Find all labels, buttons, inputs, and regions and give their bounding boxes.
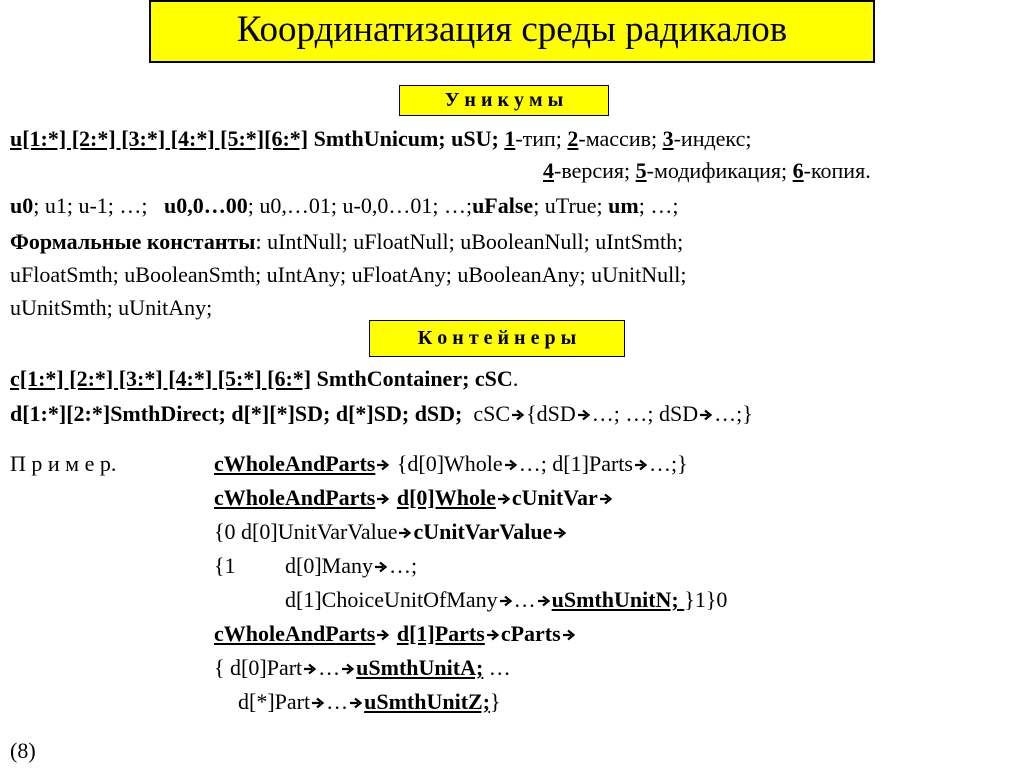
cwholeandparts-text: cWholeAndParts: [214, 485, 376, 510]
modification-text: -модификация;: [646, 158, 793, 183]
example-line-3: [214, 518, 568, 546]
dsd-close-text: …;}: [714, 401, 753, 426]
line-d-definition: [10, 400, 753, 428]
ellipsis-text: ; …;: [638, 193, 679, 218]
index-4: 4: [543, 158, 554, 183]
arrow-icon: [599, 492, 613, 506]
ellipsis-text: …: [513, 587, 536, 612]
choiceunitofmany-text: d[1]ChoiceUnitOfMany: [285, 587, 498, 612]
dsd-middle-text: …; …; dSD: [591, 401, 699, 426]
smth-container-text: SmthContainer; cSC: [311, 366, 513, 391]
d-spec-text: d[1:*][2:*]SmthDirect; d[*][*]SD; d[*]SD; dSD;: [10, 401, 463, 426]
ellipsis-text: …: [318, 655, 341, 680]
line-constants-3: uUnitSmth; uUnitAny;: [10, 295, 213, 320]
index-text: -индекс;: [673, 126, 752, 151]
usmthunitz-text: uSmthUnitZ;: [364, 689, 491, 714]
copy-text: -копия.: [803, 158, 871, 183]
example-line-4: [214, 552, 236, 580]
example-line-6: [214, 620, 577, 648]
arrow-icon: [376, 458, 390, 472]
index-2: 2: [567, 126, 579, 151]
arrow-icon: [376, 492, 390, 506]
u-values-text: ; u1; u-1; …;: [33, 193, 165, 218]
d0-whole-text: d[0]Whole: [396, 485, 496, 510]
u-index-spec: u[1:*] [2:*] [3:*] [4:*] [5:*][6:*]: [10, 126, 309, 151]
arrow-icon: [497, 492, 511, 506]
close-brace-text: }: [490, 689, 501, 714]
slide-title: Координатизация среды радикалов: [149, 0, 875, 63]
cunitvarvalue-text: cUnitVarValue: [413, 519, 553, 544]
arrow-icon: [398, 526, 412, 540]
arrow-icon: [341, 662, 355, 676]
ellipsis-text: …: [326, 689, 349, 714]
page-number: (8): [10, 738, 36, 763]
u000-text: u0,0…00: [164, 193, 248, 218]
arrow-icon: [311, 696, 325, 710]
u-fractions-text: ; u0,…01; u-0,0…01; …;: [247, 193, 473, 218]
brace-1-text: {1: [214, 553, 236, 578]
arrow-icon: [499, 594, 513, 608]
arrow-icon: [537, 594, 551, 608]
usmthunitn-text: uSmthUnitN;: [551, 587, 685, 612]
arrow-icon: [699, 408, 713, 422]
line-c-definition: [10, 365, 518, 393]
line-version-copy: [543, 157, 871, 185]
line-u-definition: [10, 125, 751, 153]
d0-part-text: { d[0]Part: [214, 655, 303, 680]
example-line-8: [238, 688, 501, 716]
utrue-text: ; uTrue;: [533, 193, 609, 218]
smth-unicum-text: SmthUnicum; uSU;: [308, 126, 505, 151]
um-text: um: [608, 193, 639, 218]
array-text: -массив;: [578, 126, 663, 151]
index-3: 3: [662, 126, 674, 151]
arrow-icon: [303, 662, 317, 676]
close-braces-text: }1}0: [684, 587, 728, 612]
cparts-text: cParts: [500, 621, 561, 646]
example-line-4b: [285, 552, 417, 580]
arrow-icon: [553, 526, 567, 540]
arrow-icon: [562, 628, 576, 642]
arrow-icon: [349, 696, 363, 710]
d1-parts-text: d[1]Parts: [396, 621, 485, 646]
example-label: П р и м е р.: [10, 451, 117, 476]
d0-whole-text: {d[0]Whole: [391, 451, 503, 476]
line-formal-constants: [10, 228, 683, 256]
arrow-icon: [376, 628, 390, 642]
dsd-open-text: {dSD: [526, 401, 576, 426]
ellipsis-text: …: [483, 655, 511, 680]
ellipsis-text: …;: [388, 553, 418, 578]
d1-parts-text: …; d[1]Parts: [518, 451, 633, 476]
index-1: 1: [504, 126, 516, 151]
arrow-icon: [511, 408, 525, 422]
formal-constants-label: Формальные константы: [10, 229, 256, 254]
line-constants-2: uFloatSmth; uBooleanSmth; uIntAny; uFloatAny; uBooleanAny; uUnitNull;: [10, 262, 687, 287]
d0-many-text: d[0]Many: [285, 553, 373, 578]
unitvarvalue-text: {0 d[0]UnitVarValue: [214, 519, 398, 544]
csc-text: cSC: [462, 401, 511, 426]
arrow-icon: [504, 458, 518, 472]
c-index-spec: c[1:*] [2:*] [3:*] [4:*] [5:*] [6:*]: [10, 366, 312, 391]
example-line-2: [214, 484, 614, 512]
formal-constants-list: : uIntNull; uFloatNull; uBooleanNull; uIntSmth;: [255, 229, 684, 254]
cwholeandparts-text: cWholeAndParts: [214, 451, 376, 476]
section-header-containers: К о н т е й н е р ы: [369, 320, 625, 357]
cwholeandparts-text: cWholeAndParts: [214, 621, 376, 646]
index-5: 5: [635, 158, 647, 183]
period-text: .: [512, 366, 519, 391]
line-u-values: [10, 192, 678, 220]
u0-text: u0: [10, 193, 34, 218]
example-line-5: [285, 586, 727, 614]
arrow-icon: [486, 628, 500, 642]
example-line-1: [214, 450, 688, 478]
arrow-icon: [577, 408, 591, 422]
index-6: 6: [792, 158, 804, 183]
type-text: -тип;: [515, 126, 568, 151]
usmthunita-text: uSmthUnitA;: [356, 655, 484, 680]
section-header-unicums: У н и к у м ы: [399, 85, 609, 116]
ufalse-text: uFalse: [472, 193, 534, 218]
cunitvar-text: cUnitVar: [511, 485, 598, 510]
arrow-icon: [374, 560, 388, 574]
close-brace-text: …;}: [648, 451, 688, 476]
version-text: -версия;: [554, 158, 636, 183]
example-line-7: [214, 654, 511, 682]
arrow-icon: [634, 458, 648, 472]
dstar-part-text: d[*]Part: [238, 689, 311, 714]
